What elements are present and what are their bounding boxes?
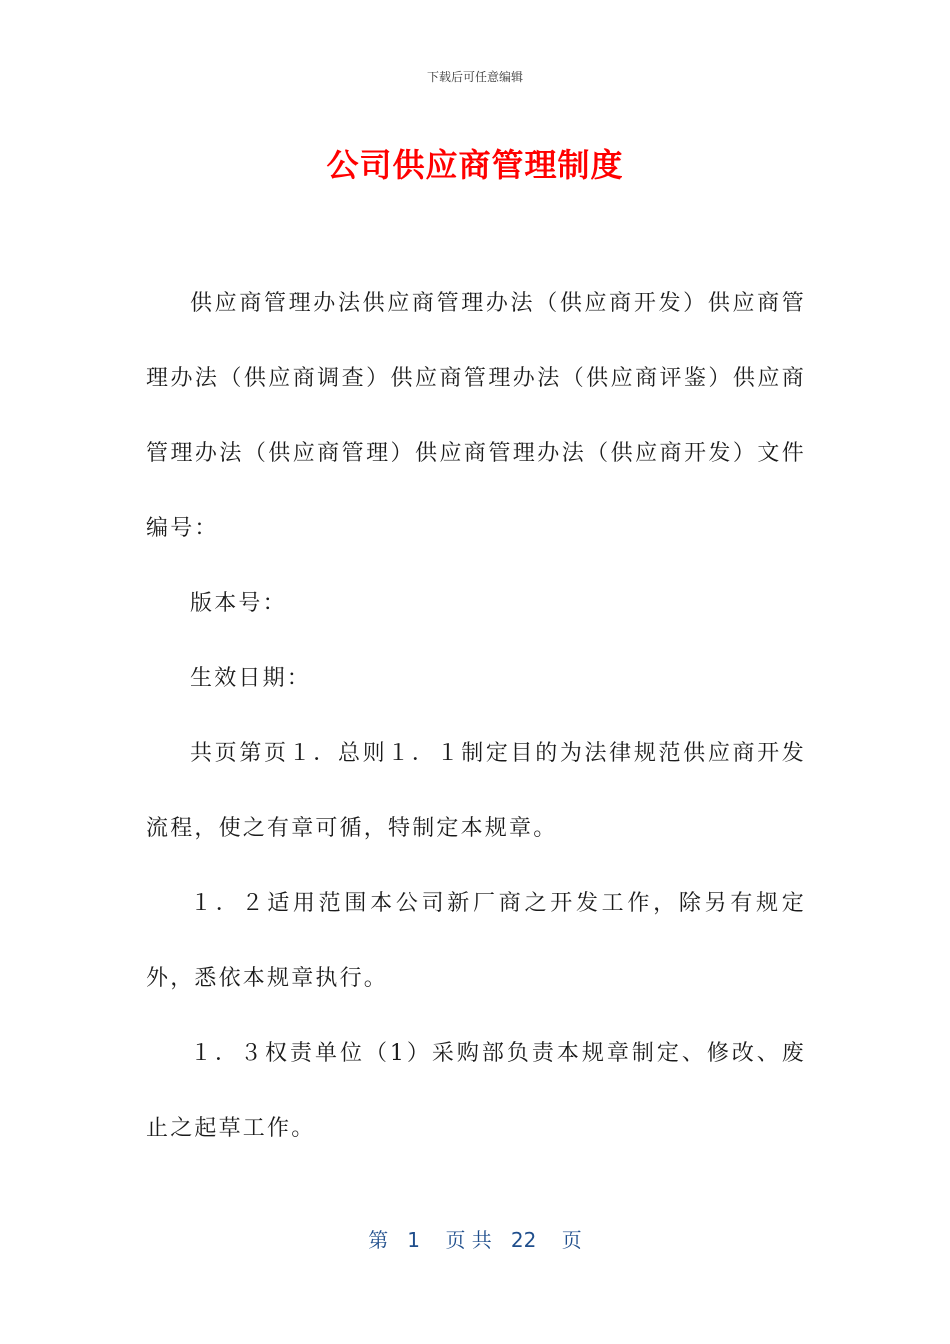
footer-suffix: 页 (561, 1228, 582, 1252)
current-page-number: 1 (407, 1228, 421, 1252)
total-pages-number: 22 (510, 1228, 537, 1252)
paragraph: 版本号： (190, 591, 287, 616)
paragraph: １．２适用范围本公司新厂商之开发工作，除另有规定外，悉依本规章执行。 (146, 891, 806, 991)
paragraph: 共页第页１．总则１．１制定目的为法律规范供应商开发流程，使之有章可循，特制定本规章。 (146, 741, 806, 841)
page-footer (0, 1224, 950, 1253)
paragraph: 生效日期： (190, 666, 312, 691)
footer-middle: 页 共 (445, 1228, 492, 1252)
footer-prefix: 第 (368, 1228, 389, 1252)
paragraph: 供应商管理办法供应商管理办法（供应商开发）供应商管理办法（供应商调查）供应商管理办法（供应商评鉴）供应商管理办法（供应商管理）供应商管理办法（供应商开发）文件编号： (146, 291, 806, 541)
document-body (146, 266, 806, 1166)
document-title: 公司供应商管理制度 (326, 146, 624, 184)
header-note: 下载后可任意编辑 (426, 70, 523, 84)
paragraph: １．３权责单位（1）采购部负责本规章制定、修改、废止之起草工作。 (146, 1041, 806, 1141)
